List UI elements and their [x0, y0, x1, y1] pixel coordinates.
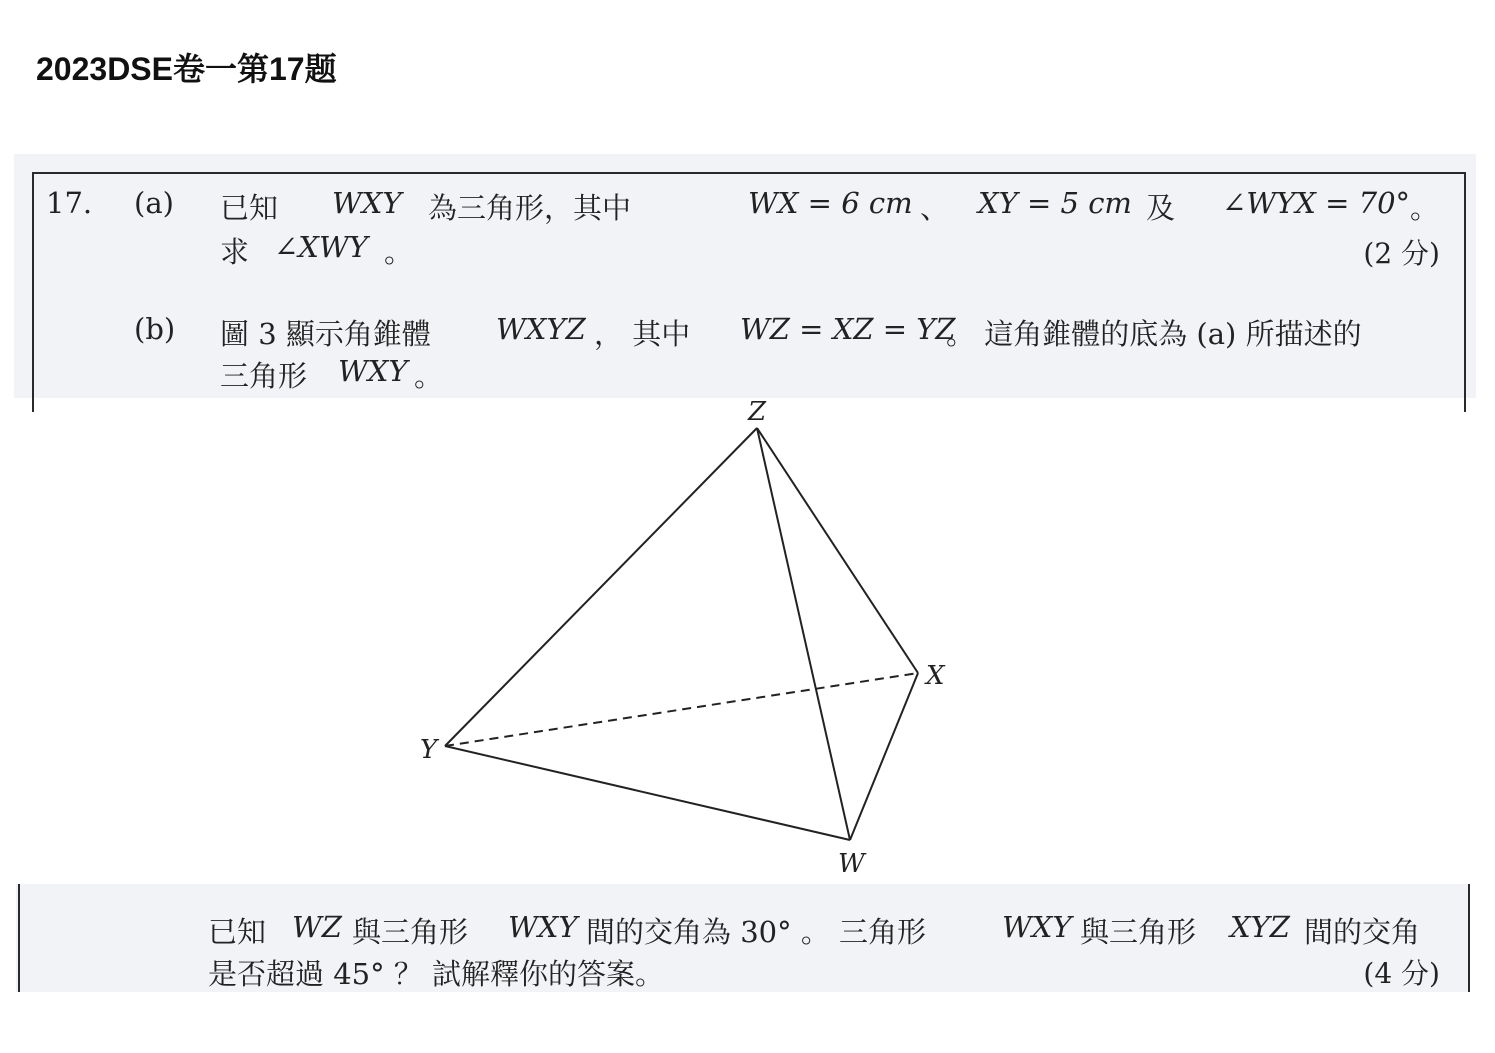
- edge-zy: [445, 428, 757, 746]
- edge-yx-hidden: [445, 673, 918, 746]
- part-b-line2-end: 。: [414, 359, 444, 393]
- part-a-sep: 、: [920, 191, 950, 225]
- part-a-triangle: WXY: [332, 186, 402, 220]
- part-b-line3-wz: WZ: [292, 910, 342, 944]
- question-number: 17.: [46, 186, 93, 220]
- part-b-marks: (4 分): [1363, 957, 1440, 990]
- part-b-line3-e: 間的交角: [1304, 915, 1421, 949]
- edge-xw: [850, 673, 918, 840]
- vertex-label-z: Z: [748, 398, 767, 427]
- part-b-line3-triangle2: WXY: [1002, 910, 1072, 944]
- part-b-line3-triangle3: XYZ: [1230, 910, 1290, 944]
- part-b-line3-d: 與三角形: [1080, 915, 1197, 949]
- part-b-line3-a: 已知: [208, 915, 267, 949]
- part-a-text-prefix: 已知: [220, 191, 279, 225]
- part-a-and: 及: [1146, 191, 1176, 225]
- vertex-label-w: W: [838, 849, 865, 879]
- part-b-line2-triangle: WXY: [338, 354, 408, 388]
- part-a-wx: WX = 6 cm: [748, 186, 913, 220]
- edge-zw: [757, 428, 850, 840]
- pyramid-figure: [0, 398, 1495, 884]
- page-title: 2023DSE卷一第17题: [36, 51, 337, 87]
- part-b-line1-a: 圖 3 顯示角錐體: [220, 317, 431, 351]
- part-a-end: 。: [1410, 191, 1440, 225]
- part-a-text-mid: 為三角形，其中: [428, 191, 632, 225]
- part-b-line3-b: 與三角形: [352, 915, 469, 949]
- part-b-label: (b): [134, 312, 176, 346]
- part-a-line2-angle: ∠XWY: [274, 230, 368, 264]
- part-a-label: (a): [134, 186, 174, 220]
- part-b-line4: 是否超過 45° ？ 試解釋你的答案。: [208, 957, 665, 991]
- edge-zx: [757, 428, 918, 673]
- part-b-pyramid: WXYZ: [496, 312, 586, 346]
- part-b-line1-b: ， 其中: [594, 317, 691, 351]
- part-b-line1-c: 。 這角錐體的底為 (a) 所描述的: [946, 317, 1362, 351]
- part-a-marks: (2 分): [1363, 237, 1440, 270]
- part-a-line2-end: 。: [384, 235, 414, 269]
- part-a-angle: ∠WYX = 70°: [1222, 186, 1411, 220]
- vertex-label-y: Y: [420, 735, 438, 765]
- part-a-xy: XY = 5 cm: [978, 186, 1132, 220]
- part-a-line2-prefix: 求: [220, 235, 250, 269]
- vertex-label-x: X: [926, 661, 945, 691]
- part-b-line3-c: 間的交角為 30° 。 三角形: [586, 915, 927, 949]
- part-b-equal-edges: WZ = XZ = YZ: [740, 312, 956, 346]
- part-b-line3-triangle1: WXY: [508, 910, 578, 944]
- edge-yw: [445, 746, 850, 840]
- part-b-line2-a: 三角形: [220, 359, 308, 393]
